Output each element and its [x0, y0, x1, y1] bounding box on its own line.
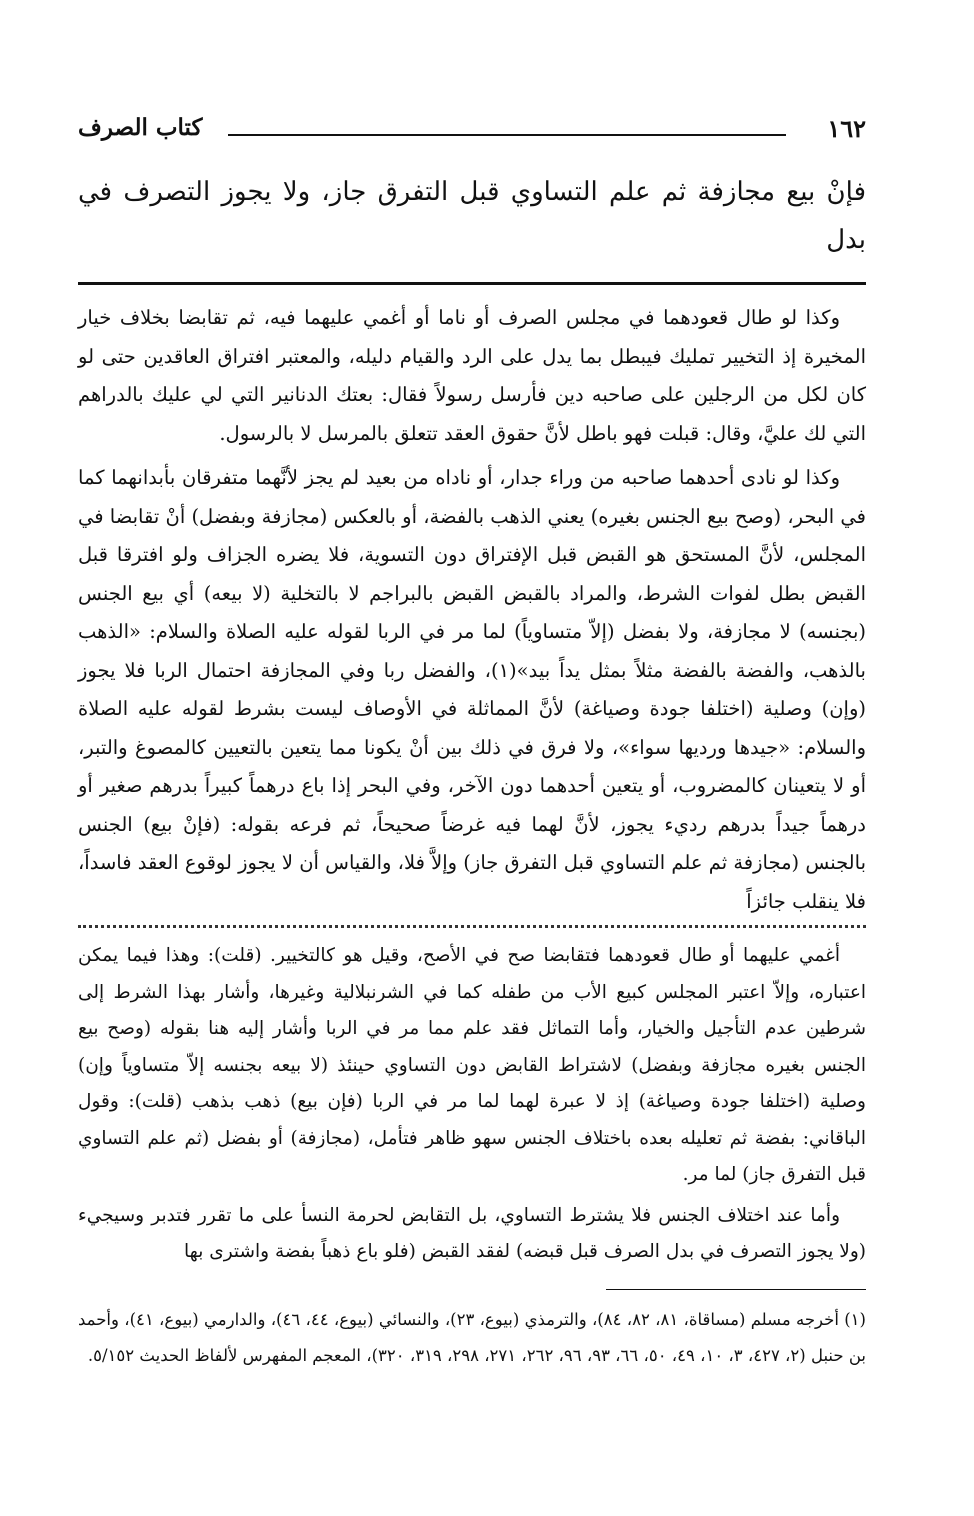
page-number: ١٦٢: [827, 114, 866, 143]
book-title: كتاب الصرف: [78, 114, 203, 141]
matn-divider: [78, 282, 866, 285]
marginal-commentary: [78, 938, 866, 1271]
main-text: فإنْ بيع مجازفة ثم علم التساوي قبل التفرق جاز، ولا يجوز التصرف في بدل: [78, 177, 866, 255]
commentary-paragraph: وكذا لو نادى أحدهما صاحبه من وراء جدار، أو ناداه من بعيد لم يجز لأنَّهما متفرقان بأبدانهما كما في البحر، (وصح بيع الجنس بغيره) يعني الذهب بالفضة، أو بالعكس (مجازفة وبفضل) أنْ تقابضا في المجلس، لأنَّ المستحق هو القبض قبل الإفتراق دون التسوية، فلا يضره الجزاف ولو افترقا قبل القبض بطل لفوات الشرط، والمراد بالقبض القبض بالبراجم لا بالتخلية (لا بيعه) أي بيع الجنس (بجنسه) لا مجازفة، ولا بفضل (إلاّ متساوياً) لما مر في الربا لقوله عليه الصلاة والسلام: «الذهب بالذهب، والفضة بالفضة مثلاً بمثل يداً بيد»(١)، والفضل ربا وفي المجازفة احتمال الربا فلا يجوز (وإن) وصلية (اختلفا جودة وصياغة) لأنَّ المماثلة في الأوصاف ليست بشرط لقوله عليه الصلاة والسلام: «جيدها ورديها سواء»، ولا فرق في ذلك بين أنْ يكونا مما يتعين بالتعيين كالمصوغ والتبر، أو لا يتعينان كالمضروب، أو يتعين أحدهما دون الآخر، وفي البحر إذا باع درهماً كبيراً بدرهم صغير أو درهماً جيداً بدرهم رديء يجوز، لأنَّ لهما فيه غرضاً صحيحاً، ثم فرعه بقوله: (فإنْ بيع) الجنس بالجنس (مجازفة ثم علم التساوي قبل التفرق جاز) وإلاَّ فلا، والقياس أن لا يجوز لوقوع العقد فاسداً، فلا ينقلب جائزاً: [78, 466, 866, 913]
header-rule: [228, 134, 786, 136]
marginal-paragraph: أغمي عليهما أو طال قعودهما فتقابضا صح في الأصح، وقيل هو كالتخيير. (قلت): وهذا فيما يمكن اعتباره، وإلاّ اعتبر المجلس كبيع الأب من طفله كما في الشرنبلالية وغيرها، وأشار بهذا الشرط إلى شرطين عدم التأجيل والخيار، وأما التماثل فقد علم مما مر في الربا وأشار إليه هنا بقوله (وصح بيع الجنس بغيره مجازفة وبفضل) لاشتراط القابض دون التساوي حينئذ (لا بيعه بجنسه إلاّ متساوياً وإن) وصلية (اختلفا جودة وصياغة) إذ لا عبرة لهما لما مر في الربا (فإن بيع) ذهب بذهب (قلت): وقول الباقاني: بفضة ثم تعليله بعده باختلاف الجنس سهو ظاهر فتأمل، (مجازفة) أو بفضل (ثم علم التساوي قبل التفرق جاز) لما مر.: [78, 945, 866, 1185]
commentary: [78, 299, 866, 921]
footnote: (١) أخرجه مسلم (مساقاة، ٨١، ٨٢، ٨٤)، والترمذي (بيوع، ٢٣)، والنسائي (بيوع، ٤٤، ٤٦)، والدارمي (بيوع، ٤١)، وأحمد بن حنبل (٢، ٤٢٧، ٣، ١٠، ٤٩، ٥٠، ٦٦، ٩٣، ٩٦، ٢٦٢، ٢٧١، ٢٩٨، ٣١٩، ٣٢٠)، المعجم المفهرس لألفاظ الحديث ٥/١٥٢.: [78, 1309, 866, 1365]
marginal-paragraph: وأما عند اختلاف الجنس فلا يشترط التساوي، بل التقابض لحرمة النسأ على ما تقرر فتدبر وسيجيء (ولا يجوز التصرف في بدل الصرف قبل قبضه) لفقد القبض (فلو باع ذهباً بفضة واشترى بها: [78, 1204, 866, 1262]
page-header: [78, 110, 866, 150]
commentary-paragraph: وكذا لو طال قعودهما في مجلس الصرف أو ناما أو أغمي عليهما فيه، ثم تقابضا بخلاف خيار المخيرة إذ التخيير تمليك فيبطل بما يدل على الرد والقيام دليله، والمعتبر افتراق العاقدين حتى لو كان لكل من الرجلين على صاحبه دين فأرسل رسولاً فقال: بعتك الدنانير التي لي عليك بالدراهم التي لك عليَّ، وقال: قبلت فهو باطل لأنَّ حقوق العقد تتعلق بالمرسل لا بالرسول.: [78, 306, 866, 445]
footnote-rule: [606, 1289, 866, 1290]
dotted-divider: [78, 925, 866, 928]
